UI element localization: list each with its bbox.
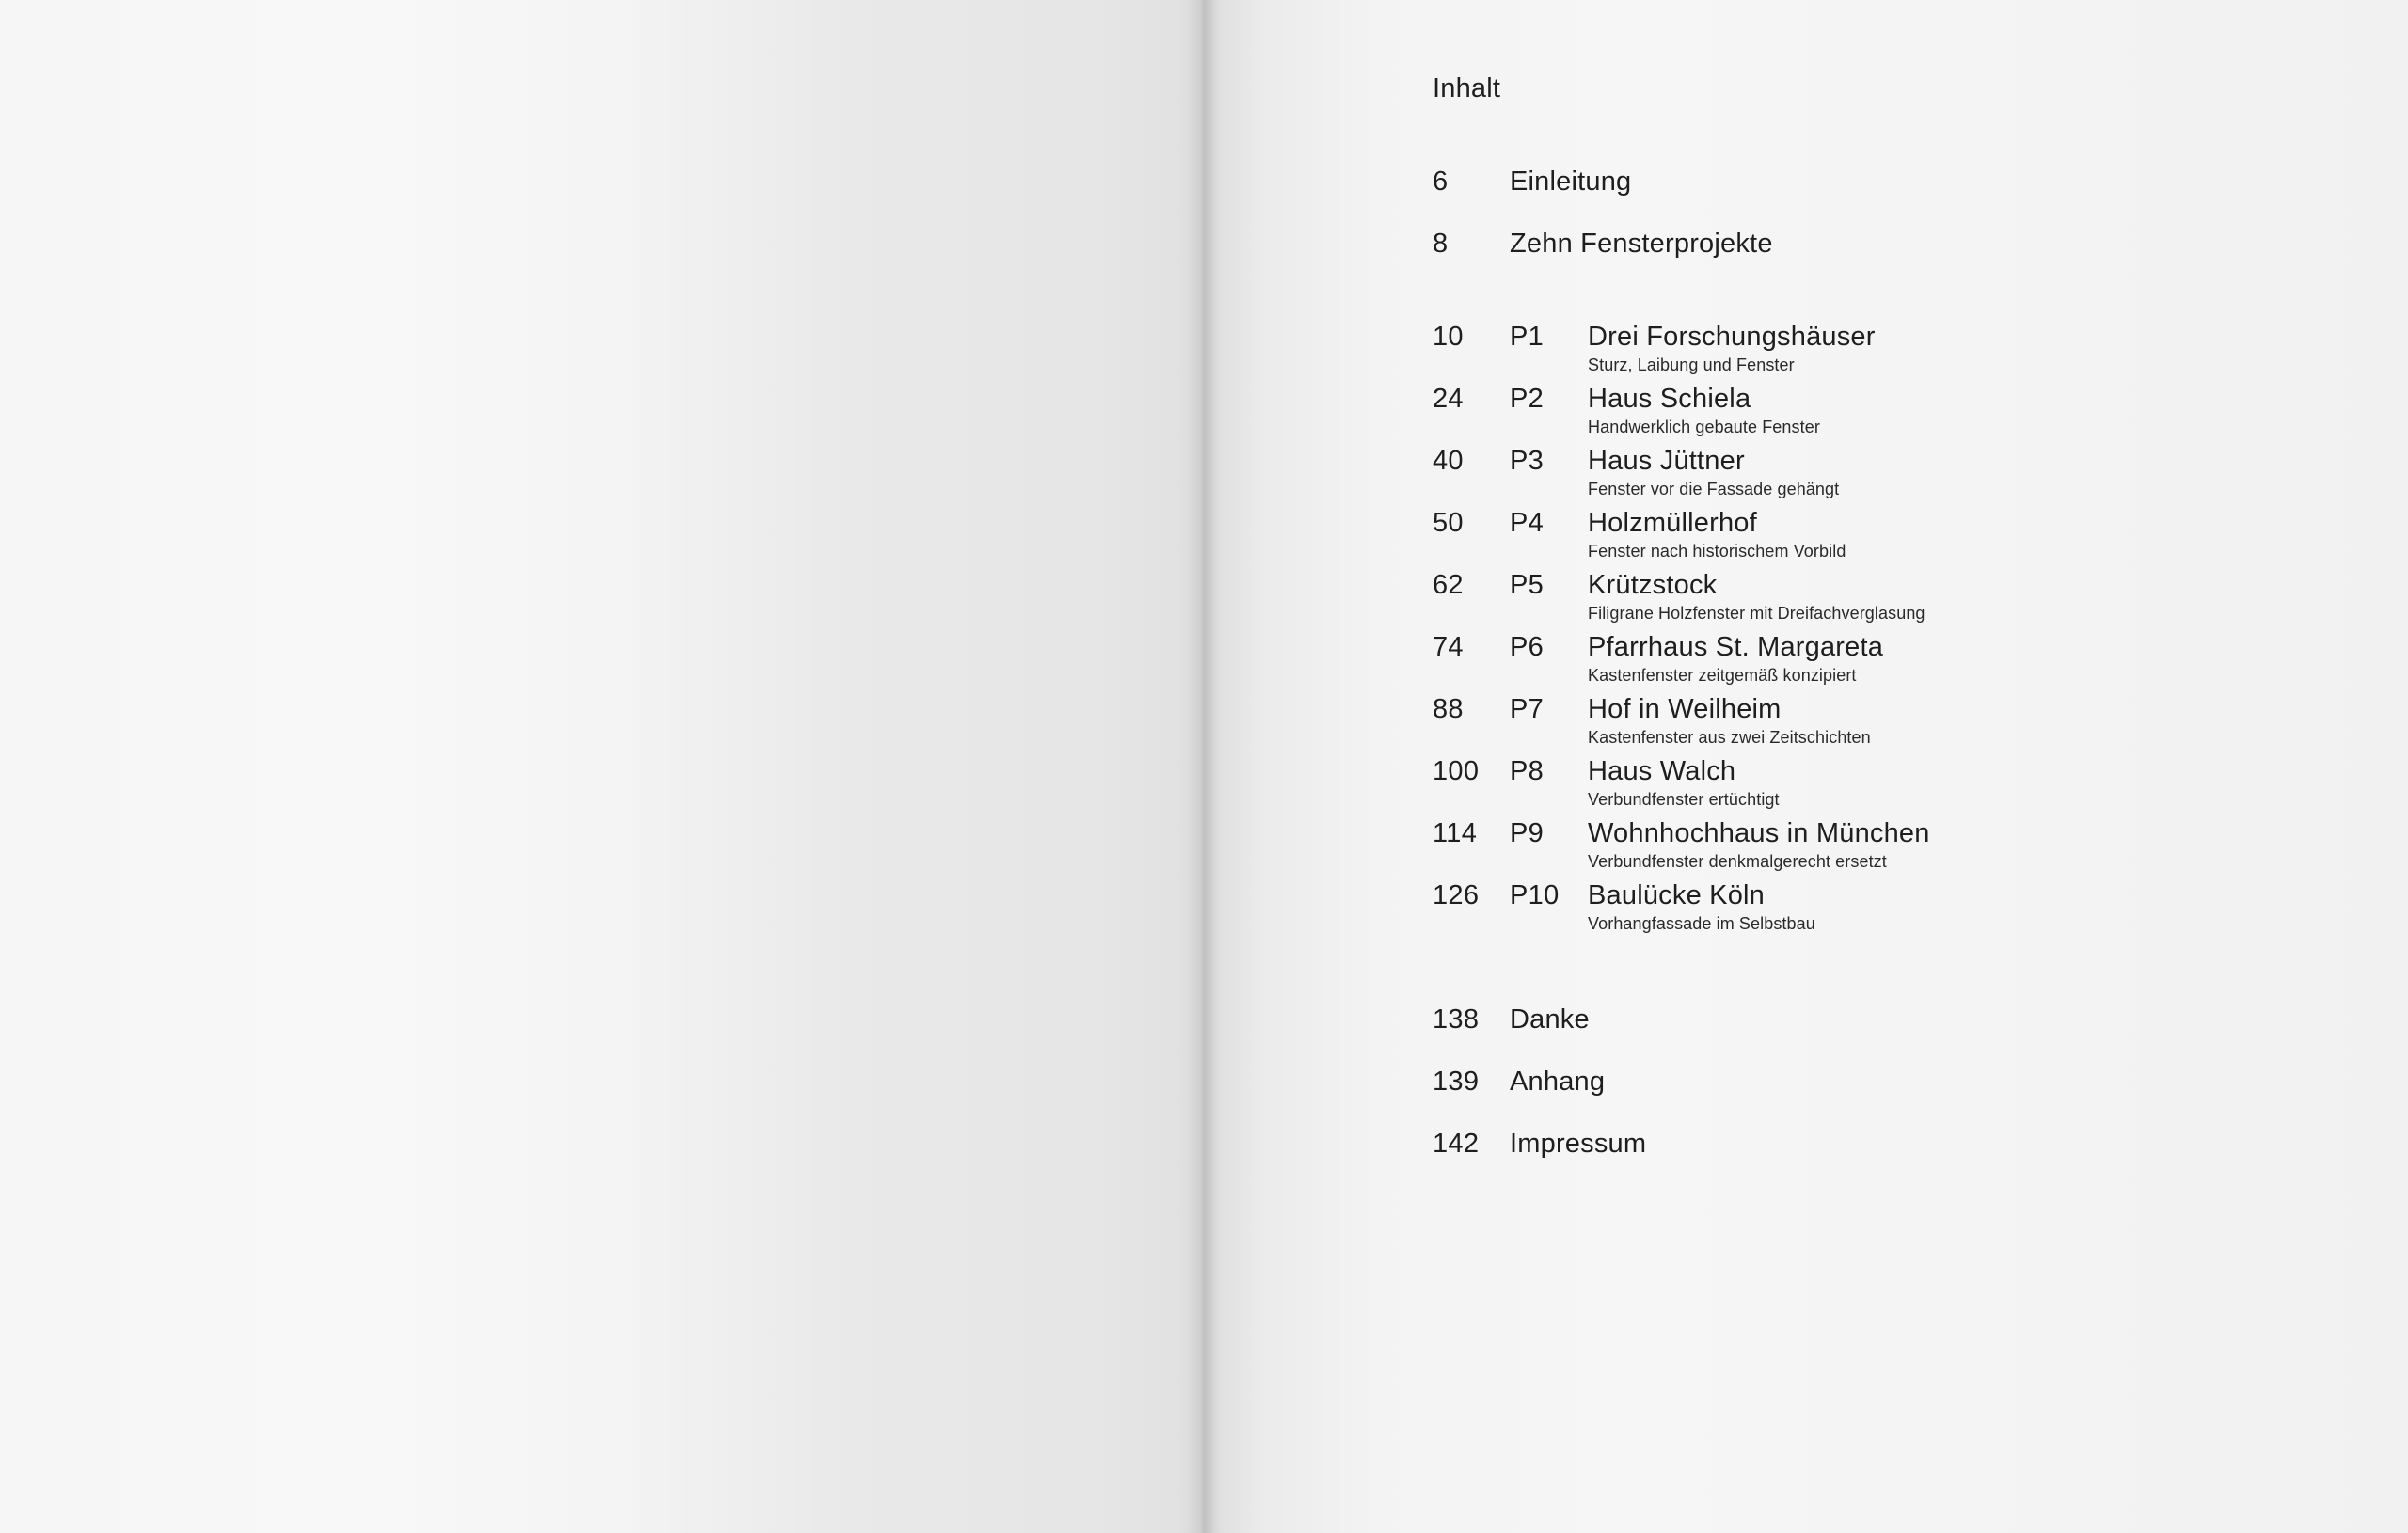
toc-page-number: 62 [1433, 570, 1464, 600]
toc-page-number: 8 [1433, 229, 1449, 259]
toc-label: Danke [1510, 1004, 1590, 1035]
project-subtitle: Vorhangfassade im Selbstbau [1588, 914, 1815, 933]
project-code: P2 [1510, 384, 1545, 414]
project-code: P3 [1510, 446, 1545, 476]
project-code: P8 [1510, 756, 1545, 786]
toc-page-number: 142 [1433, 1129, 1480, 1159]
toc-label: Zehn Fensterprojekte [1510, 229, 1773, 259]
project-title: Baulücke Köln [1588, 880, 1765, 910]
project-subtitle: Filigrane Holzfenster mit Dreifachverglasung [1588, 604, 1925, 623]
project-code: P10 [1510, 880, 1560, 910]
toc-page-number: 40 [1433, 446, 1464, 476]
project-subtitle: Kastenfenster zeitgemäß konzipiert [1588, 666, 1857, 685]
project-title: Holzmüllerhof [1588, 508, 1757, 538]
project-code: P7 [1510, 694, 1545, 724]
project-title: Drei Forschungshäuser [1588, 322, 1876, 352]
project-code: P6 [1510, 632, 1545, 662]
project-subtitle: Sturz, Laibung und Fenster [1588, 356, 1795, 374]
toc-label: Impressum [1510, 1129, 1647, 1159]
toc-label: Anhang [1510, 1067, 1606, 1097]
project-title: Haus Walch [1588, 756, 1736, 786]
project-title: Krützstock [1588, 570, 1718, 600]
project-title: Hof in Weilheim [1588, 694, 1782, 724]
project-title: Haus Jüttner [1588, 446, 1745, 476]
project-subtitle: Verbundfenster denkmalgerecht ersetzt [1588, 852, 1887, 871]
project-subtitle: Fenster vor die Fassade gehängt [1588, 480, 1840, 498]
toc-page-number: 100 [1433, 756, 1480, 786]
book-gutter [1187, 0, 1221, 1533]
toc-page-number: 24 [1433, 384, 1464, 414]
toc-page-number: 50 [1433, 508, 1464, 538]
project-subtitle: Fenster nach historischem Vorbild [1588, 542, 1846, 561]
toc-page-number: 139 [1433, 1067, 1480, 1097]
project-code: P9 [1510, 818, 1545, 848]
project-subtitle: Handwerklich gebaute Fenster [1588, 418, 1820, 436]
toc-page-number: 74 [1433, 632, 1464, 662]
toc-page-number: 126 [1433, 880, 1480, 910]
right-page [1204, 0, 2408, 1533]
project-subtitle: Kastenfenster aus zwei Zeitschichten [1588, 728, 1871, 747]
toc-page-number: 6 [1433, 166, 1449, 197]
project-title: Wohnhochhaus in München [1588, 818, 1930, 848]
project-code: P1 [1510, 322, 1545, 352]
project-code: P5 [1510, 570, 1545, 600]
toc-page-number: 88 [1433, 694, 1464, 724]
toc-page-number: 10 [1433, 322, 1464, 352]
project-code: P4 [1510, 508, 1545, 538]
project-title: Haus Schiela [1588, 384, 1751, 414]
toc-page-number: 138 [1433, 1004, 1480, 1035]
project-subtitle: Verbundfenster ertüchtigt [1588, 790, 1780, 809]
toc-page-number: 114 [1433, 818, 1478, 848]
toc-label: Einleitung [1510, 166, 1632, 197]
toc-title: Inhalt [1433, 73, 1501, 103]
project-title: Pfarrhaus St. Margareta [1588, 632, 1884, 662]
